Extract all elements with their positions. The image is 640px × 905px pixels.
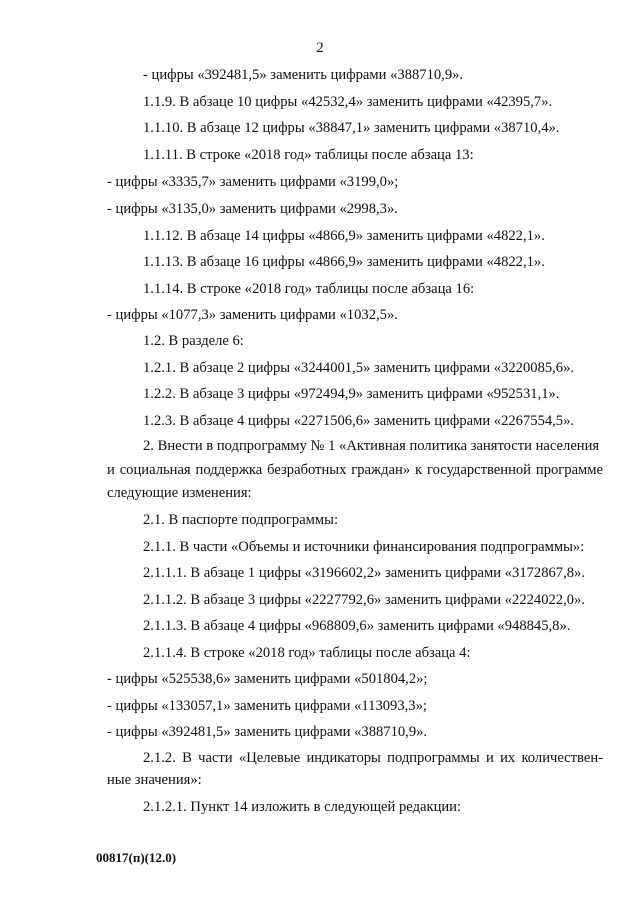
amendment-line-8: 1.1.13. В абзаце 16 цифры «4866,9» заменить цифрами «4822,1». xyxy=(143,254,545,270)
amendment-line-26: - цифры «392481,5» заменить цифрами «388710,9». xyxy=(107,724,428,740)
amendment-line-13: 1.2.2. В абзаце 3 цифры «972494,9» заменить цифрами «952531,1». xyxy=(143,386,560,402)
paragraph-2-line-1: 2. Внести в подпрограмму № 1 «Активная политика занятости населения xyxy=(143,438,600,454)
amendment-line-14: 1.2.3. В абзаце 4 цифры «2271506,6» заменить цифрами «2267554,5». xyxy=(143,413,575,429)
paragraph-2-1-2-line-2: ные значения»: xyxy=(107,772,202,788)
section-heading-2-1-1: 2.1.1. В части «Объемы и источники финансирования подпрограммы»: xyxy=(143,539,585,555)
section-heading-1-2: 1.2. В разделе 6: xyxy=(143,333,244,349)
amendment-line-29: 2.1.2.1. Пункт 14 изложить в следующей редакции: xyxy=(143,799,462,815)
amendment-line-2: 1.1.9. В абзаце 10 цифры «42532,4» заменить цифрами «42395,7». xyxy=(143,94,553,110)
amendment-line-23: 2.1.1.4. В строке «2018 год» таблицы после абзаца 4: xyxy=(143,645,471,661)
amendment-line-21: 2.1.1.2. В абзаце 3 цифры «2227792,6» заменить цифрами «2224022,0». xyxy=(143,592,585,608)
document-code: 00817(п)(12.0) xyxy=(96,850,177,865)
amendment-line-5: - цифры «3335,7» заменить цифрами «3199,0»; xyxy=(107,174,399,190)
amendment-line-6: - цифры «3135,0» заменить цифрами «2998,3». xyxy=(107,201,398,217)
amendment-line-4: 1.1.11. В строке «2018 год» таблицы после абзаца 13: xyxy=(143,147,474,163)
paragraph-2-line-3: следующие изменения: xyxy=(107,485,252,501)
section-heading-2-1: 2.1. В паспорте подпрограммы: xyxy=(143,512,339,528)
amendment-line-10: - цифры «1077,3» заменить цифрами «1032,5». xyxy=(107,307,398,323)
amendment-line-3: 1.1.10. В абзаце 12 цифры «38847,1» заменить цифрами «38710,4». xyxy=(143,120,560,136)
amendment-line-7: 1.1.12. В абзаце 14 цифры «4866,9» заменить цифрами «4822,1». xyxy=(143,228,545,244)
page-number: 2 xyxy=(316,40,324,56)
amendment-line-12: 1.2.1. В абзаце 2 цифры «3244001,5» заменить цифрами «3220085,6». xyxy=(143,360,575,376)
amendment-line-25: - цифры «133057,1» заменить цифрами «113093,3»; xyxy=(107,698,427,714)
amendment-line-1: - цифры «392481,5» заменить цифрами «388710,9». xyxy=(143,67,464,83)
amendment-line-22: 2.1.1.3. В абзаце 4 цифры «968809,6» заменить цифрами «948845,8». xyxy=(143,618,571,634)
amendment-line-24: - цифры «525538,6» заменить цифрами «501804,2»; xyxy=(107,671,428,687)
amendment-line-20: 2.1.1.1. В абзаце 1 цифры «3196602,2» заменить цифрами «3172867,8». xyxy=(143,565,585,581)
amendment-line-9: 1.1.14. В строке «2018 год» таблицы после абзаца 16: xyxy=(143,281,475,297)
paragraph-2-1-2-line-1: 2.1.2. В части «Целевые индикаторы подпрограммы и их количествен- xyxy=(143,750,603,766)
paragraph-2-line-2: и социальная поддержка безработных граждан» к государственной программе xyxy=(107,462,603,478)
